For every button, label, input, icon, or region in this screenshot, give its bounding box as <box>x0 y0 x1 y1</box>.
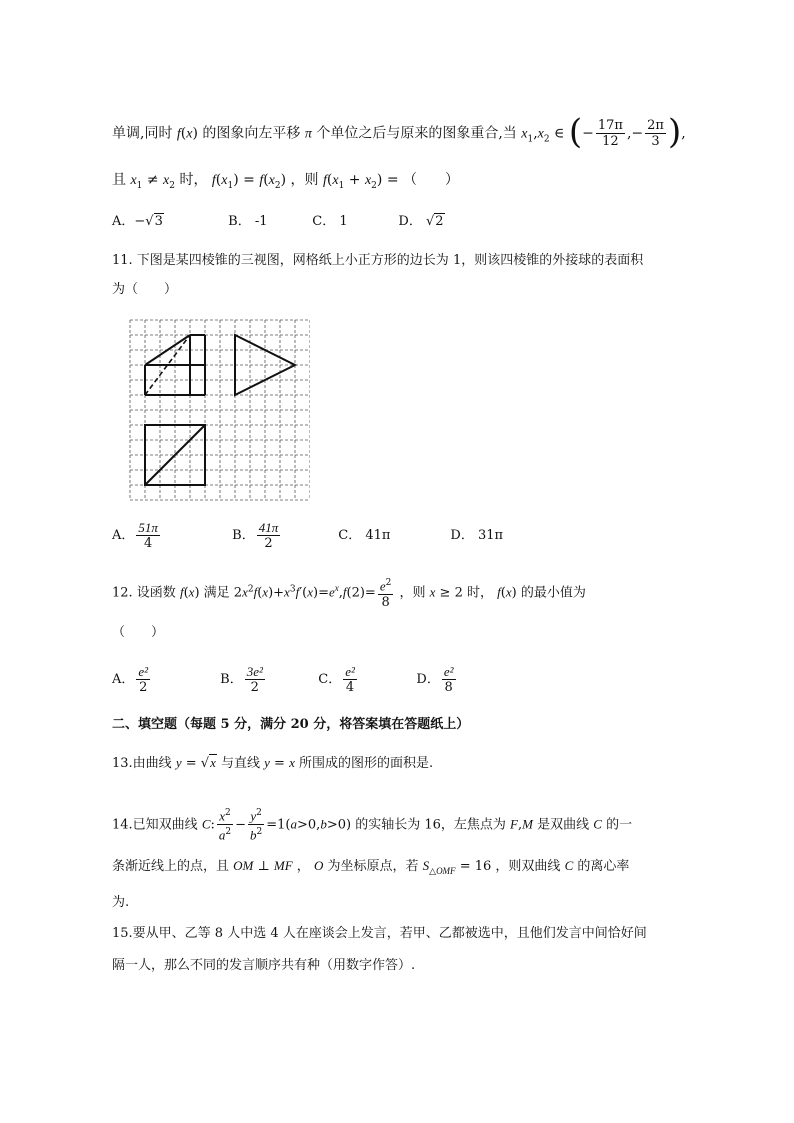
q12-paren: （ ） <box>112 625 165 640</box>
q12-options <box>112 664 458 695</box>
section-title: 二、填空题（每题 5 分，满分 20 分，将答案填在答题纸上） <box>112 717 470 732</box>
q12-option-b: B． $\frac{\text{3e²}}{2}$ <box>220 664 263 695</box>
q10-frac-2: $\frac{2\pi}{3}$ <box>647 118 664 149</box>
q14-line-2: 条渐近线上的点，且 OM ⊥ MF ， O 为坐标原点，若 $S_{\triangle OMF} = 16$ ，则双曲线 C 的离心率 <box>112 858 630 877</box>
q10-option-a: A．−√3 <box>112 214 163 229</box>
q10-options <box>112 212 445 232</box>
q12-option-d: D． $\frac{\text{e²}}{8}$ <box>416 664 454 695</box>
q11-line-1: 11. 下图是某四棱锥的三视图，网格纸上小正方形的边长为 1，则该四棱锥的外接球的表面积 <box>112 253 644 268</box>
q14-line-3: 为. <box>112 895 130 910</box>
q11-options <box>112 520 503 551</box>
q11-option-a: A． $\frac{51\pi}{4}$ <box>112 520 158 551</box>
q10-option-d: D． √2 <box>398 214 444 229</box>
q11-option-d: D． 31π <box>450 528 504 543</box>
q11-option-b: B． $\frac{41\pi}{2}$ <box>232 520 279 551</box>
q10-frac-1: $\frac{17\pi}{12}$ <box>597 118 623 149</box>
q14-line-1: 14.已知双曲线 C: $\frac{x^2}{a^2}$ − $\frac{y^2}{b^2}$ =1(a>0,b>0) 的实轴长为 16，左焦点为 F,M 是双曲线 C 的一 <box>112 808 633 843</box>
q10-line-2: 且 $x_1 \ne x_2$ 时， $f(x_1) = f(x_2)$ ，则 $f(x_1 + x_2)$ = （ ） <box>112 172 459 191</box>
three-view-figure <box>124 316 310 504</box>
q12-option-a: A． $\frac{\text{e²}}{2}$ <box>112 664 149 695</box>
q10-option-b: B． -1 <box>228 214 268 229</box>
q10-option-c: C． 1 <box>312 214 348 229</box>
q15-line-2: 隔一人，那么不同的发言顺序共有种（用数字作答）. <box>112 958 416 973</box>
q11-line-2: 为（ ） <box>112 282 178 297</box>
q10-line-1: 单调,同时 f(x) 的图象向左平移 π 个单位之后与原来的图象重合,当 $x_1,x_2$ ∈ (− $\frac{17\pi}{12}$ ,− $\frac{2\pi}{3}$ ), <box>112 111 686 152</box>
q15-line-1: 15.要从甲、乙等 8 人中选 4 人在座谈会上发言，若甲、乙都被选中，且他们发言中间恰好间 <box>112 926 647 941</box>
q12-option-c: C． $\frac{\text{e²}}{4}$ <box>318 664 355 695</box>
q12-line-1: 12. 设函数 f(x) 满足 $2x^2f(x)+x^3f'(x)=e^x,f(2)=$ $\frac{e^2}{8}$ ，则 x ≥ 2 时， f(x) 的最小值为 <box>112 578 586 611</box>
q11-option-c: C． 41π <box>338 528 391 543</box>
q13-line: 13.由曲线 y = √x 与直线 y = x 所围成的图形的面积是. <box>112 755 434 771</box>
